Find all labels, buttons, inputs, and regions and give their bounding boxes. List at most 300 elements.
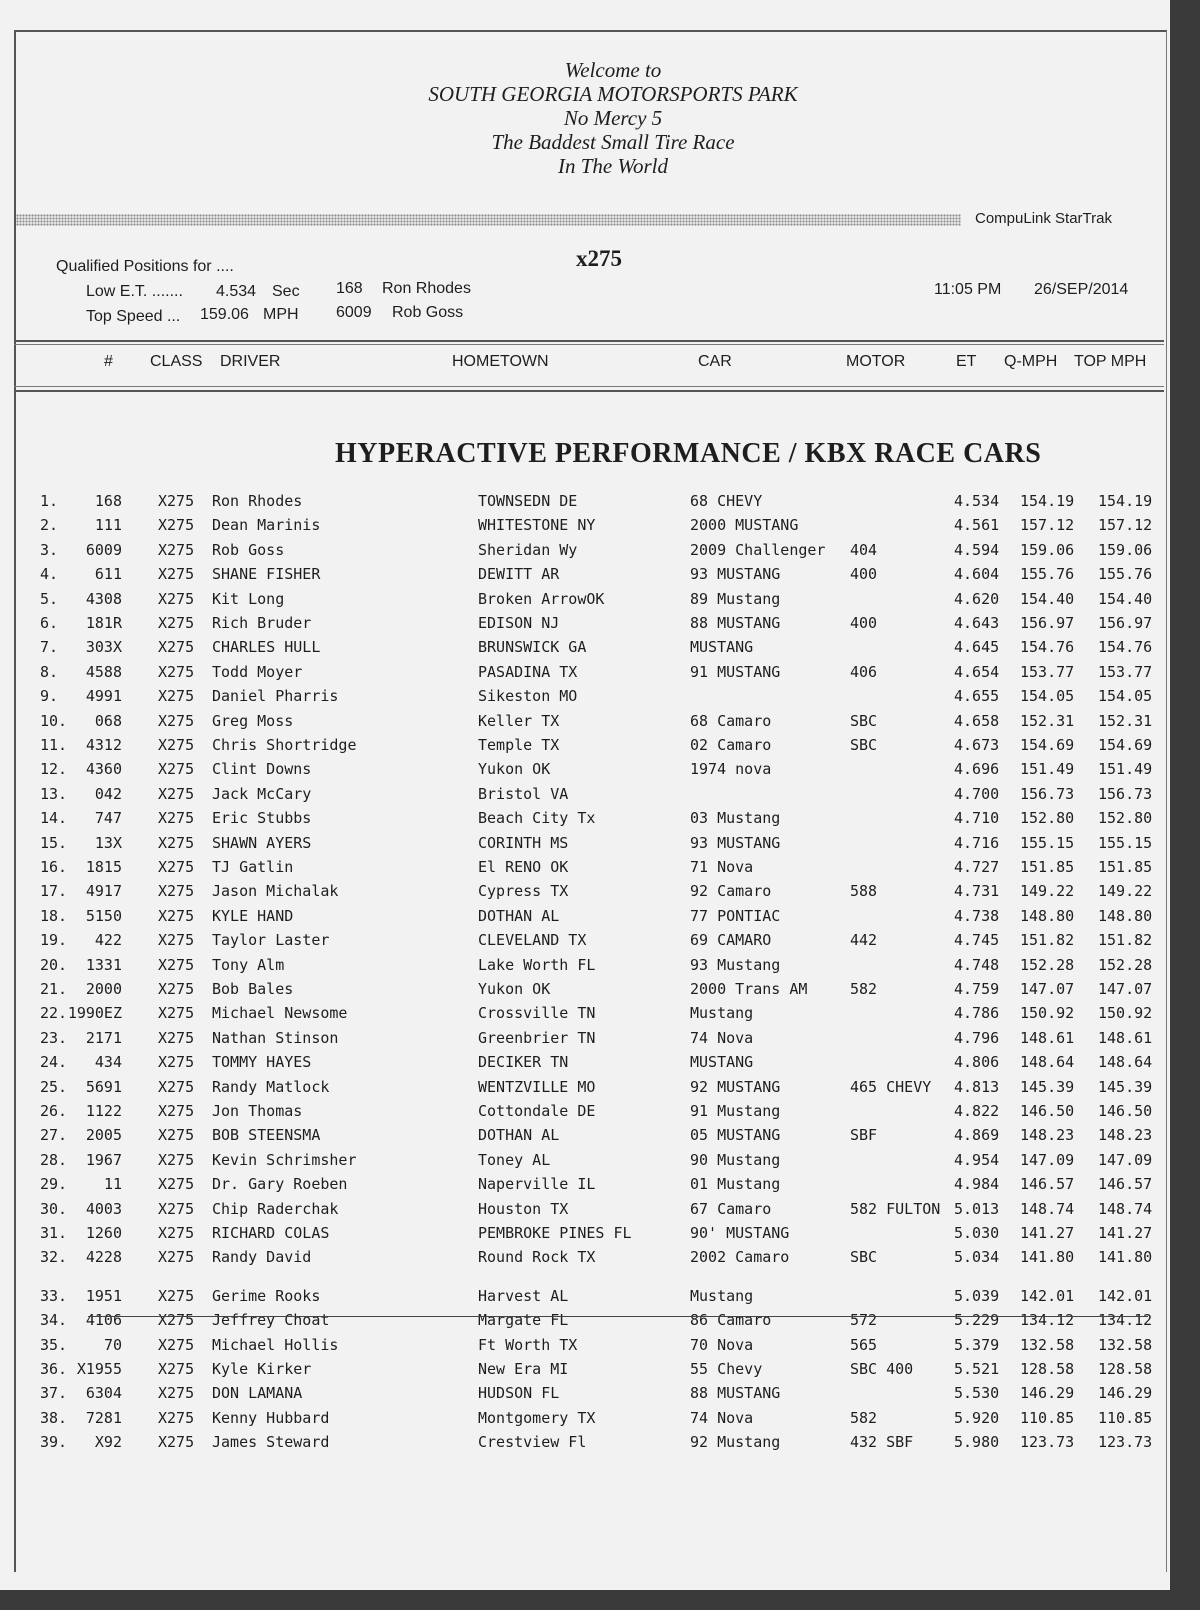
row-driver: Randy David [212, 1248, 312, 1267]
row-position: 34. [40, 1311, 68, 1330]
row-car-number: 1990EZ [67, 1004, 122, 1023]
row-hometown: PASADINA TX [478, 662, 578, 681]
row-car-number: 168 [94, 492, 122, 510]
table-row [0, 858, 1170, 882]
row-position: 23. [40, 1028, 68, 1047]
table-row [0, 736, 1170, 760]
header-rule-top-2 [14, 344, 1164, 345]
row-position: 16. [40, 858, 68, 876]
header-track-name: SOUTH GEORGIA MOTORSPORTS PARK [428, 82, 798, 106]
row-car-number: 5150 [85, 906, 122, 925]
row-car-number: 2171 [85, 1028, 122, 1047]
row-et: 4.658 [954, 711, 1000, 730]
row-top-mph: 134.12 [1098, 1311, 1153, 1330]
row-class: X275 [158, 1248, 195, 1267]
table-row [0, 687, 1170, 711]
row-car-number: X1955 [76, 1360, 122, 1378]
row-car-number: 4360 [85, 760, 122, 779]
row-hometown: Beach City Tx [478, 809, 596, 828]
row-car: 91 Mustang [690, 1102, 781, 1120]
row-car-number: 7281 [85, 1408, 122, 1427]
row-class: X275 [158, 614, 195, 632]
top-speed-unit: MPH [263, 306, 299, 323]
table-row [0, 1360, 1170, 1384]
row-q-mph: 155.15 [1020, 833, 1075, 852]
row-motor: 442 [850, 931, 878, 950]
row-top-mph: 155.15 [1098, 833, 1153, 852]
row-position: 31. [40, 1224, 68, 1242]
row-top-mph: 141.27 [1098, 1224, 1153, 1242]
row-q-mph: 151.85 [1020, 858, 1075, 876]
row-driver: BOB STEENSMA [212, 1126, 321, 1145]
table-row [0, 760, 1170, 784]
row-top-mph: 148.74 [1098, 1199, 1153, 1218]
row-position: 13. [40, 784, 68, 803]
row-top-mph: 154.19 [1098, 492, 1153, 510]
table-row [0, 492, 1170, 516]
row-car: 1974 nova [690, 760, 772, 779]
row-et: 4.954 [954, 1150, 1000, 1169]
row-driver: SHAWN AYERS [212, 833, 312, 852]
row-class: X275 [158, 1360, 195, 1378]
row-hometown: Harvest AL [478, 1286, 569, 1305]
row-hometown: DOTHAN AL [478, 1126, 560, 1145]
row-car: 77 PONTIAC [690, 906, 781, 925]
row-car: 2009 Challenger [690, 540, 826, 559]
row-car: 88 MUSTANG [690, 614, 781, 632]
row-hometown: Cottondale DE [478, 1102, 596, 1120]
table-row [0, 1175, 1170, 1199]
row-driver: Michael Newsome [212, 1004, 348, 1023]
table-row [0, 1102, 1170, 1126]
row-et: 4.654 [954, 662, 1000, 681]
row-et: 5.530 [954, 1384, 1000, 1403]
row-motor: 582 [850, 980, 878, 998]
row-car-number: 434 [94, 1053, 122, 1072]
row-driver: Jack McCary [212, 784, 312, 803]
table-row [0, 834, 1170, 858]
row-hometown: Broken ArrowOK [478, 589, 605, 608]
row-car-number: 2000 [85, 980, 122, 998]
row-car: 55 Chevy [690, 1360, 763, 1378]
row-et: 4.534 [954, 492, 1000, 510]
table-row [0, 516, 1170, 540]
row-hometown: Houston TX [478, 1199, 569, 1218]
table-row [0, 809, 1170, 833]
row-top-mph: 145.39 [1098, 1077, 1153, 1096]
row-class: X275 [158, 565, 195, 584]
row-hometown: Greenbrier TN [478, 1028, 596, 1047]
row-hometown: Margate FL [478, 1311, 569, 1330]
row-class: X275 [158, 1175, 195, 1194]
row-q-mph: 146.29 [1020, 1384, 1075, 1403]
row-class: X275 [158, 516, 195, 535]
col-header-topmph: TOP MPH [1074, 353, 1147, 370]
row-et: 4.731 [954, 882, 1000, 901]
row-car-number: 6304 [85, 1384, 122, 1403]
row-top-mph: 147.09 [1098, 1150, 1153, 1169]
row-driver: RICHARD COLAS [212, 1224, 330, 1242]
row-et: 5.920 [954, 1408, 1000, 1427]
header-welcome: Welcome to [564, 58, 662, 82]
row-top-mph: 152.31 [1098, 711, 1153, 730]
row-hometown: DECIKER TN [478, 1053, 569, 1072]
table-row [0, 541, 1170, 565]
row-car: 89 Mustang [690, 589, 781, 608]
row-class: X275 [158, 1199, 195, 1218]
row-driver: James Steward [212, 1433, 330, 1452]
row-class: X275 [158, 1335, 195, 1354]
row-position: 7. [40, 638, 59, 657]
brand-label: CompuLink StarTrak [975, 210, 1112, 227]
row-car: 71 Nova [690, 858, 754, 876]
row-class: X275 [158, 955, 195, 974]
row-q-mph: 152.28 [1020, 955, 1075, 974]
row-driver: Chip Raderchak [212, 1199, 339, 1218]
top-speed-driver: Rob Goss [392, 304, 464, 321]
row-class: X275 [158, 1004, 195, 1023]
col-header-et: ET [956, 353, 977, 370]
row-position: 10. [40, 711, 68, 730]
row-top-mph: 110.85 [1098, 1408, 1153, 1427]
row-class: X275 [158, 1384, 195, 1403]
row-car: 68 Camaro [690, 711, 772, 730]
table-row [0, 882, 1170, 906]
row-class: X275 [158, 809, 195, 828]
table-row [0, 1224, 1170, 1248]
row-motor: 404 [850, 540, 878, 559]
row-driver: Jeffrey Choat [212, 1311, 330, 1330]
row-car-number: 5691 [85, 1077, 122, 1096]
row-car-number: 11 [103, 1175, 122, 1194]
row-class: X275 [158, 980, 195, 998]
row-position: 19. [40, 931, 68, 950]
row-q-mph: 152.80 [1020, 809, 1075, 828]
row-hometown: Montgomery TX [478, 1408, 596, 1427]
low-et-number: 168 [336, 280, 363, 297]
header-event-name: No Mercy 5 [563, 106, 663, 130]
row-position: 33. [40, 1286, 68, 1305]
row-top-mph: 153.77 [1098, 662, 1153, 681]
row-q-mph: 154.40 [1020, 589, 1075, 608]
row-q-mph: 148.74 [1020, 1199, 1075, 1218]
low-et-value: 4.534 [216, 283, 257, 300]
top-speed-label: Top Speed ... [86, 308, 181, 325]
row-car-number: 4588 [85, 662, 122, 681]
row-driver: Jon Thomas [212, 1102, 303, 1120]
row-hometown: CLEVELAND TX [478, 931, 587, 950]
table-row [0, 980, 1170, 1004]
row-q-mph: 148.23 [1020, 1126, 1075, 1145]
row-hometown: Sheridan Wy [478, 540, 578, 559]
row-q-mph: 148.64 [1020, 1053, 1075, 1072]
col-header-driver: DRIVER [220, 353, 281, 370]
row-q-mph: 151.49 [1020, 760, 1075, 779]
row-car-number: 611 [94, 565, 122, 584]
row-car-number: 4003 [85, 1199, 122, 1218]
row-motor: 582 FULTON [850, 1199, 941, 1218]
row-top-mph: 148.23 [1098, 1126, 1153, 1145]
row-q-mph: 128.58 [1020, 1360, 1075, 1378]
col-header-num: # [104, 353, 113, 370]
row-et: 5.030 [954, 1224, 1000, 1242]
row-driver: CHARLES HULL [212, 638, 321, 657]
table-row [0, 1053, 1170, 1077]
row-top-mph: 150.92 [1098, 1004, 1153, 1023]
row-hometown: HUDSON FL [478, 1384, 560, 1403]
report-date: 26/SEP/2014 [1034, 281, 1129, 298]
row-hometown: Toney AL [478, 1150, 551, 1169]
row-car-number: 1815 [85, 858, 122, 876]
row-et: 4.643 [954, 614, 1000, 632]
row-position: 4. [40, 565, 59, 584]
table-row [0, 712, 1170, 736]
row-top-mph: 154.05 [1098, 687, 1153, 706]
row-position: 29. [40, 1175, 68, 1194]
row-position: 25. [40, 1077, 68, 1096]
table-row [0, 1384, 1170, 1408]
table-row [0, 663, 1170, 687]
row-driver: Rob Goss [212, 540, 285, 559]
row-driver: Nathan Stinson [212, 1028, 339, 1047]
row-class: X275 [158, 1102, 195, 1120]
row-car-number: 4106 [85, 1311, 122, 1330]
row-et: 4.561 [954, 516, 1000, 535]
row-car: MUSTANG [690, 1053, 754, 1072]
row-position: 17. [40, 882, 68, 901]
row-car: 03 Mustang [690, 809, 781, 828]
row-top-mph: 151.82 [1098, 931, 1153, 950]
row-hometown: Ft Worth TX [478, 1335, 578, 1354]
row-car-number: 13X [94, 833, 122, 852]
row-car-number: 068 [94, 711, 122, 730]
table-row [0, 1311, 1170, 1335]
row-driver: Michael Hollis [212, 1335, 339, 1354]
row-et: 4.748 [954, 955, 1000, 974]
row-position: 14. [40, 809, 68, 828]
table-row [0, 956, 1170, 980]
table-row [0, 1287, 1170, 1311]
row-hometown: DOTHAN AL [478, 906, 560, 925]
row-et: 5.379 [954, 1335, 1000, 1354]
row-hometown: Naperville IL [478, 1175, 596, 1194]
row-position: 39. [40, 1433, 68, 1452]
row-motor: 582 [850, 1408, 878, 1427]
row-position: 32. [40, 1248, 68, 1267]
row-hometown: WENTZVILLE MO [478, 1077, 596, 1096]
row-car: 93 Mustang [690, 955, 781, 974]
row-driver: TOMMY HAYES [212, 1053, 312, 1072]
row-et: 5.229 [954, 1311, 1000, 1330]
row-et: 4.604 [954, 565, 1000, 584]
header-rule-top [14, 340, 1164, 342]
row-driver: Ron Rhodes [212, 492, 303, 510]
row-et: 4.727 [954, 858, 1000, 876]
row-et: 5.039 [954, 1286, 1000, 1305]
row-top-mph: 155.76 [1098, 565, 1153, 584]
header-rule-bottom [14, 386, 1164, 387]
row-car: 69 CAMARO [690, 931, 772, 950]
row-car: Mustang [690, 1286, 754, 1305]
row-et: 4.759 [954, 980, 1000, 998]
row-position: 38. [40, 1408, 68, 1427]
row-hometown: Keller TX [478, 711, 560, 730]
top-speed-number: 6009 [336, 304, 372, 321]
row-class: X275 [158, 1311, 195, 1330]
row-class: X275 [158, 931, 195, 950]
row-q-mph: 147.07 [1020, 980, 1075, 998]
row-car-number: 2005 [85, 1126, 122, 1145]
row-class: X275 [158, 540, 195, 559]
row-et: 4.984 [954, 1175, 1000, 1194]
row-hometown: Round Rock TX [478, 1248, 596, 1267]
row-hometown: Crestview Fl [478, 1433, 587, 1452]
row-class: X275 [158, 858, 195, 876]
table-row [0, 590, 1170, 614]
row-et: 4.745 [954, 931, 1000, 950]
row-class: X275 [158, 833, 195, 852]
row-class: X275 [158, 1077, 195, 1096]
row-car-number: 747 [94, 809, 122, 828]
row-car: 70 Nova [690, 1335, 754, 1354]
row-motor: 572 [850, 1311, 878, 1330]
row-driver: Chris Shortridge [212, 736, 357, 754]
row-car-number: 1967 [85, 1150, 122, 1169]
row-q-mph: 110.85 [1020, 1408, 1075, 1427]
table-row [0, 931, 1170, 955]
row-top-mph: 152.80 [1098, 809, 1153, 828]
row-class: X275 [158, 1126, 195, 1145]
row-car: 2002 Camaro [690, 1248, 790, 1267]
row-q-mph: 146.50 [1020, 1102, 1075, 1120]
row-car: 88 MUSTANG [690, 1384, 781, 1403]
row-class: X275 [158, 1150, 195, 1169]
row-car: 02 Camaro [690, 736, 772, 754]
row-car: 86 Camaro [690, 1311, 772, 1330]
row-position: 6. [40, 614, 59, 632]
row-driver: Gerime Rooks [212, 1286, 321, 1305]
row-class: X275 [158, 760, 195, 779]
row-hometown: Lake Worth FL [478, 955, 596, 974]
row-class: X275 [158, 736, 195, 754]
row-position: 30. [40, 1199, 68, 1218]
row-driver: Bob Bales [212, 980, 294, 998]
row-position: 1. [40, 492, 59, 510]
row-top-mph: 151.49 [1098, 760, 1153, 779]
row-driver: Daniel Pharris [212, 687, 339, 706]
col-header-qmph: Q-MPH [1004, 353, 1058, 370]
row-class: X275 [158, 687, 195, 706]
row-top-mph: 156.97 [1098, 614, 1153, 632]
row-top-mph: 154.76 [1098, 638, 1153, 657]
row-q-mph: 132.58 [1020, 1335, 1075, 1354]
row-driver: Rich Bruder [212, 614, 312, 632]
row-driver: Kyle Kirker [212, 1360, 312, 1378]
row-class: X275 [158, 662, 195, 681]
row-car-number: 1260 [85, 1224, 122, 1242]
row-q-mph: 141.80 [1020, 1248, 1075, 1267]
row-driver: Jason Michalak [212, 882, 339, 901]
qualified-label: Qualified Positions for .... [56, 258, 234, 275]
row-q-mph: 151.82 [1020, 931, 1075, 950]
row-car: 92 Mustang [690, 1433, 781, 1452]
row-class: X275 [158, 1433, 195, 1452]
row-top-mph: 147.07 [1098, 980, 1153, 998]
row-car: 90' MUSTANG [690, 1224, 790, 1242]
row-position: 12. [40, 760, 68, 779]
row-et: 5.013 [954, 1199, 1000, 1218]
row-et: 4.869 [954, 1126, 1000, 1145]
row-driver: DON LAMANA [212, 1384, 303, 1403]
row-motor: 588 [850, 882, 878, 901]
row-top-mph: 132.58 [1098, 1335, 1153, 1354]
row-q-mph: 147.09 [1020, 1150, 1075, 1169]
table-row [0, 1409, 1170, 1433]
row-motor: 465 CHEVY [850, 1077, 932, 1096]
row-car: Mustang [690, 1004, 754, 1023]
row-hometown: PEMBROKE PINES FL [478, 1224, 632, 1242]
row-car-number: 181R [85, 614, 122, 632]
row-top-mph: 146.57 [1098, 1175, 1153, 1194]
row-top-mph: 154.40 [1098, 589, 1153, 608]
row-et: 5.980 [954, 1433, 1000, 1452]
row-car: 92 Camaro [690, 882, 772, 901]
row-position: 2. [40, 516, 59, 535]
row-motor: SBC [850, 736, 878, 754]
row-et: 4.710 [954, 809, 1000, 828]
row-motor: 400 [850, 565, 878, 584]
row-position: 24. [40, 1053, 68, 1072]
row-top-mph: 154.69 [1098, 736, 1153, 754]
row-motor: 432 SBF [850, 1433, 914, 1452]
row-q-mph: 148.61 [1020, 1028, 1075, 1047]
row-position: 35. [40, 1335, 68, 1354]
row-et: 4.806 [954, 1053, 1000, 1072]
row-driver: Greg Moss [212, 711, 294, 730]
row-et: 5.521 [954, 1360, 1000, 1378]
row-car-number: 6009 [85, 540, 122, 559]
row-class: X275 [158, 784, 195, 803]
row-q-mph: 159.06 [1020, 540, 1075, 559]
row-position: 5. [40, 589, 59, 608]
row-q-mph: 134.12 [1020, 1311, 1075, 1330]
row-position: 22. [40, 1004, 68, 1023]
table-row [0, 1248, 1170, 1272]
low-et-label: Low E.T. ....... [86, 283, 183, 300]
row-driver: Dr. Gary Roeben [212, 1175, 348, 1194]
row-top-mph: 128.58 [1098, 1360, 1153, 1378]
row-position: 28. [40, 1150, 68, 1169]
row-car: 01 Mustang [690, 1175, 781, 1194]
table-row [0, 1200, 1170, 1224]
row-hometown: Yukon OK [478, 980, 551, 998]
row-q-mph: 149.22 [1020, 882, 1075, 901]
row-et: 4.786 [954, 1004, 1000, 1023]
dotted-divider [16, 214, 961, 226]
row-hometown: Crossville TN [478, 1004, 596, 1023]
row-driver: KYLE HAND [212, 906, 294, 925]
row-hometown: Temple TX [478, 736, 560, 754]
row-position: 37. [40, 1384, 68, 1403]
row-q-mph: 142.01 [1020, 1286, 1075, 1305]
table-row [0, 1078, 1170, 1102]
table-row [0, 1126, 1170, 1150]
row-q-mph: 153.77 [1020, 662, 1075, 681]
row-driver: Randy Matlock [212, 1077, 330, 1096]
row-class: X275 [158, 492, 195, 510]
row-q-mph: 156.97 [1020, 614, 1075, 632]
row-driver: Tony Alm [212, 955, 285, 974]
